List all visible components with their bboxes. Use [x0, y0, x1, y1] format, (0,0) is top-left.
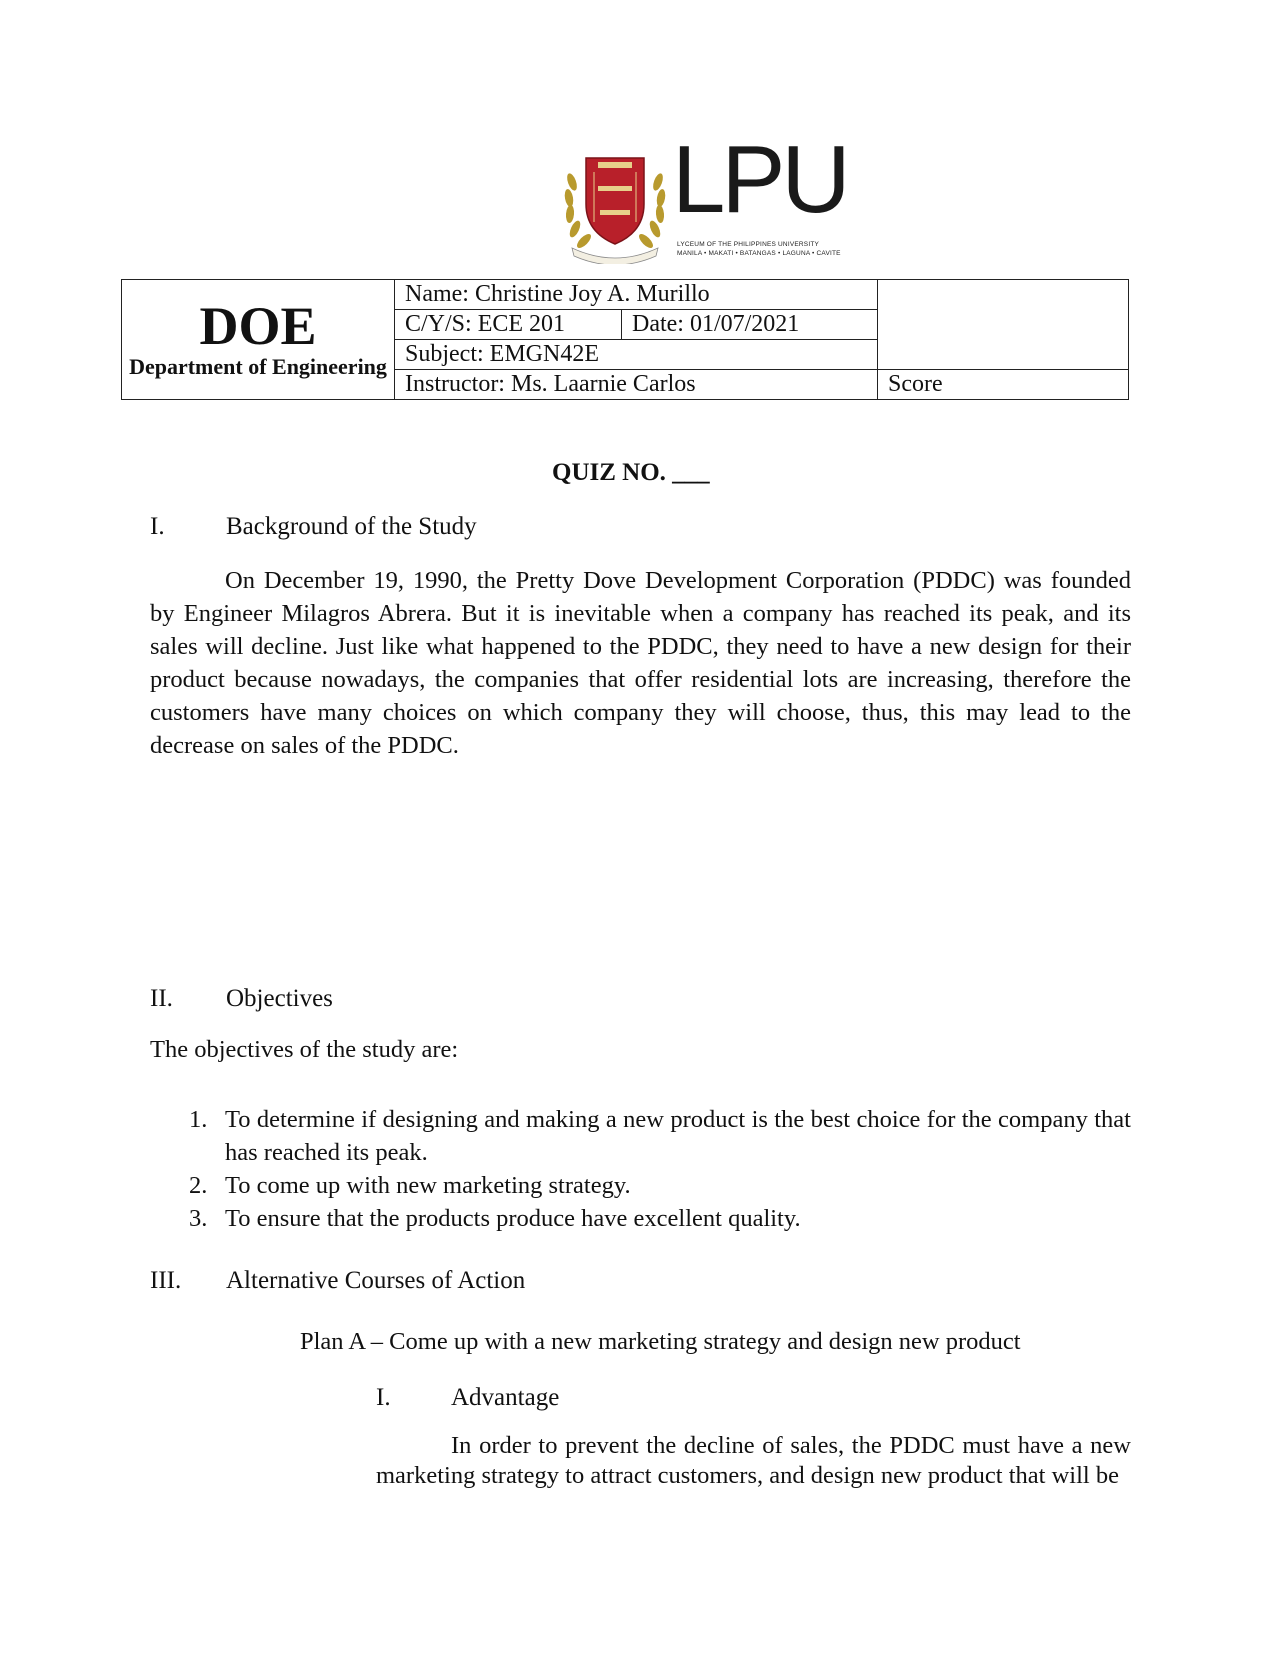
advantage-number: I. [376, 1384, 391, 1411]
section-3-number: III. [150, 1267, 182, 1294]
advantage-title: Advantage [451, 1384, 560, 1411]
list-item-text: To ensure that the products produce have excellent quality. [225, 1205, 801, 1232]
subject: Subject: EMGN42E [395, 340, 878, 370]
student-name: Name: Christine Joy A. Murillo [395, 280, 878, 310]
section-3-title: Alternative Courses of Action [226, 1267, 526, 1294]
list-item-text: To determine if designing and making a new product is the best choice for the company that has reached its peak. [225, 1106, 1131, 1166]
section-2-number: II. [150, 985, 173, 1012]
section-2-title: Objectives [226, 985, 333, 1012]
logo-subtitle [677, 240, 841, 258]
quiz-title-text: QUIZ NO. _ [552, 459, 685, 486]
logo-wordmark: LPU [672, 126, 847, 233]
section-1-title: Background of the Study [226, 513, 477, 540]
plan-a-heading: Plan A – Come up with a new marketing strategy and design new product [300, 1328, 1021, 1355]
section-1-number: I. [150, 513, 165, 540]
list-item-number: 2. [189, 1172, 208, 1199]
list-item-number: 3. [189, 1205, 208, 1232]
quiz-title: QUIZ NO. ___ [552, 459, 710, 486]
list-item [189, 1169, 1131, 1202]
department-cell [122, 280, 395, 400]
score-label: Score [878, 370, 1129, 400]
score-box [878, 280, 1129, 370]
university-seal-icon [560, 152, 670, 264]
logo-subtitle-line2: MANILA • MAKATI • BATANGAS • LAGUNA • CAVITE [677, 250, 841, 257]
objectives-list [189, 1103, 1131, 1235]
course-year-section: C/Y/S: ECE 201 [395, 310, 622, 340]
department-abbr: DOE [199, 295, 317, 356]
list-item-number: 1. [189, 1106, 208, 1133]
section-1-body [150, 564, 1131, 762]
objectives-intro: The objectives of the study are: [150, 1036, 459, 1063]
list-item [189, 1202, 1131, 1235]
logo-subtitle-line1: LYCEUM OF THE PHILIPPINES UNIVERSITY [677, 241, 820, 248]
student-info-table [121, 279, 1129, 400]
advantage-body [376, 1431, 1131, 1491]
department-name: Department of Engineering [129, 353, 387, 379]
list-item [189, 1103, 1131, 1169]
university-logo [560, 126, 860, 268]
advantage-body-text: In order to prevent the decline of sales, the PDDC must have a new marketing strategy to attract customers, and design new product that will be [376, 1432, 1131, 1489]
list-item-text: To come up with new marketing strategy. [225, 1172, 631, 1199]
section-1-body-text: On December 19, 1990, the Pretty Dove Development Corporation (PDDC) was founded by Engineer Milagros Abrera. But it is inevitable when a company has reached its peak, and its sales will decline. Just like what happened to the PDDC, they need to have a new design for their product because nowadays, the companies that offer residential lots are increasing, therefore the customers have many choices on which company they will choose, thus, this may lead to the decrease on sales of the PDDC. [150, 567, 1131, 759]
instructor: Instructor: Ms. Laarnie Carlos [395, 370, 878, 400]
quiz-date: Date: 01/07/2021 [622, 310, 878, 340]
